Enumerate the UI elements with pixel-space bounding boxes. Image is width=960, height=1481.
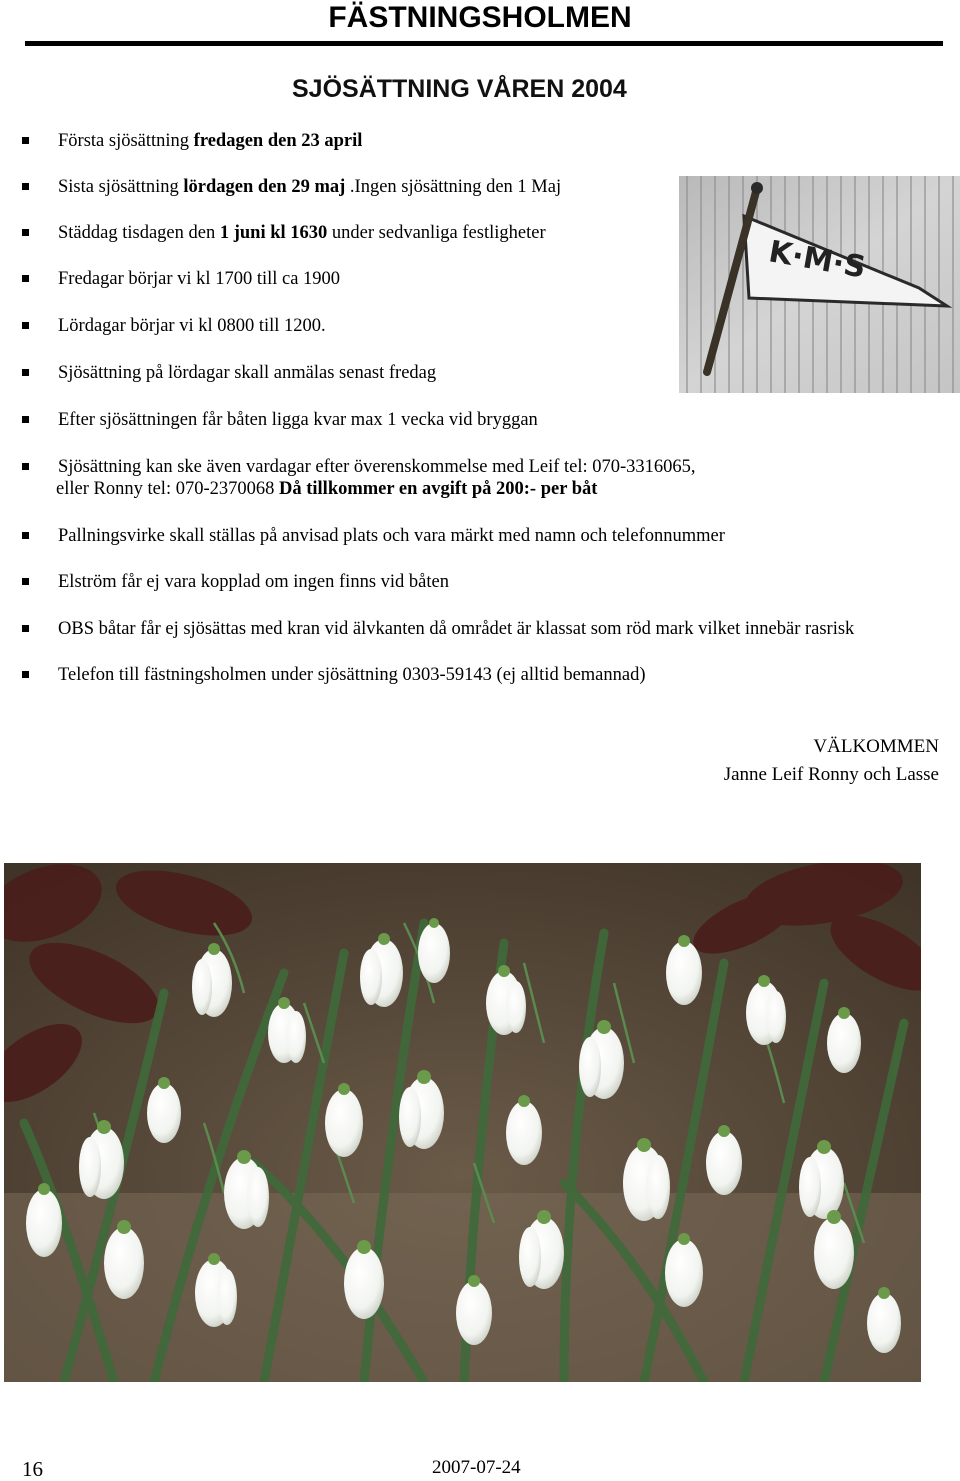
item-text: Efter sjösättningen får båten ligga kvar max 1 vecka vid bryggan — [58, 410, 538, 430]
item-text: .Ingen sjösättning den 1 Maj — [345, 177, 562, 197]
closing-block — [724, 733, 939, 789]
item-text: Telefon till fästningsholmen under sjösättning 0303-59143 (ej alltid bemannad) — [58, 665, 646, 685]
bullet-marker — [22, 322, 29, 329]
item-text: eller Ronny tel: 070-2370068 — [56, 479, 279, 499]
bullet-marker — [22, 416, 29, 423]
item-text: Sjösättning kan ske även vardagar efter överenskommelse med Leif tel: 070-3316065, — [58, 457, 696, 477]
item-text: Elström får ej vara kopplad om ingen finns vid båten — [58, 572, 449, 592]
item-text: Pallningsvirke skall ställas på anvisad plats och vara märkt med namn och telefonnummer — [58, 526, 725, 546]
footer-date: 2007-07-24 — [432, 1457, 521, 1478]
document-title: FÄSTNINGSHOLMEN — [328, 1, 632, 34]
bullet-marker — [22, 275, 29, 282]
bullet-marker — [22, 463, 29, 470]
bullet-marker — [22, 625, 29, 632]
bullet-marker — [22, 578, 29, 585]
kms-pennant-photo — [679, 176, 960, 393]
item-bold-text: 1 juni kl 1630 — [219, 223, 328, 243]
item-text: Städdag tisdagen den — [58, 223, 220, 243]
item-text: Lördagar börjar vi kl 0800 till 1200. — [58, 316, 326, 336]
item-bold-text: Då tillkommer en avgift på 200:- per båt — [279, 479, 598, 499]
welcome-text: VÄLKOMMEN — [813, 736, 939, 757]
item-text: Fredagar börjar vi kl 1700 till ca 1900 — [58, 269, 341, 289]
snowdrops-photo — [4, 863, 921, 1382]
bullet-marker — [22, 369, 29, 376]
pennant-label: K·M·S — [766, 234, 869, 286]
bullet-marker — [22, 183, 29, 190]
item-text: Första sjösättning — [58, 131, 194, 151]
bullet-marker — [22, 671, 29, 678]
item-bold-text: lördagen den 29 maj — [183, 177, 346, 197]
bullet-marker — [22, 137, 29, 144]
item-text: under sedvanliga festligheter — [327, 223, 546, 243]
page-number: 16 — [22, 1457, 43, 1481]
signature-text: Janne Leif Ronny och Lasse — [723, 764, 939, 785]
item-text: Sista sjösättning — [58, 177, 184, 197]
bullet-marker — [22, 532, 29, 539]
item-text: Sjösättning på lördagar skall anmälas senast fredag — [58, 363, 437, 383]
bullet-marker — [22, 229, 29, 236]
document-subtitle: SJÖSÄTTNING VÅREN 2004 — [292, 75, 627, 103]
item-text: OBS båtar får ej sjösättas med kran vid älvkanten då området är klassat som röd mark vilket innebär rasrisk — [58, 619, 855, 639]
title-divider — [25, 41, 943, 46]
item-bold-text: fredagen den 23 april — [193, 131, 363, 151]
